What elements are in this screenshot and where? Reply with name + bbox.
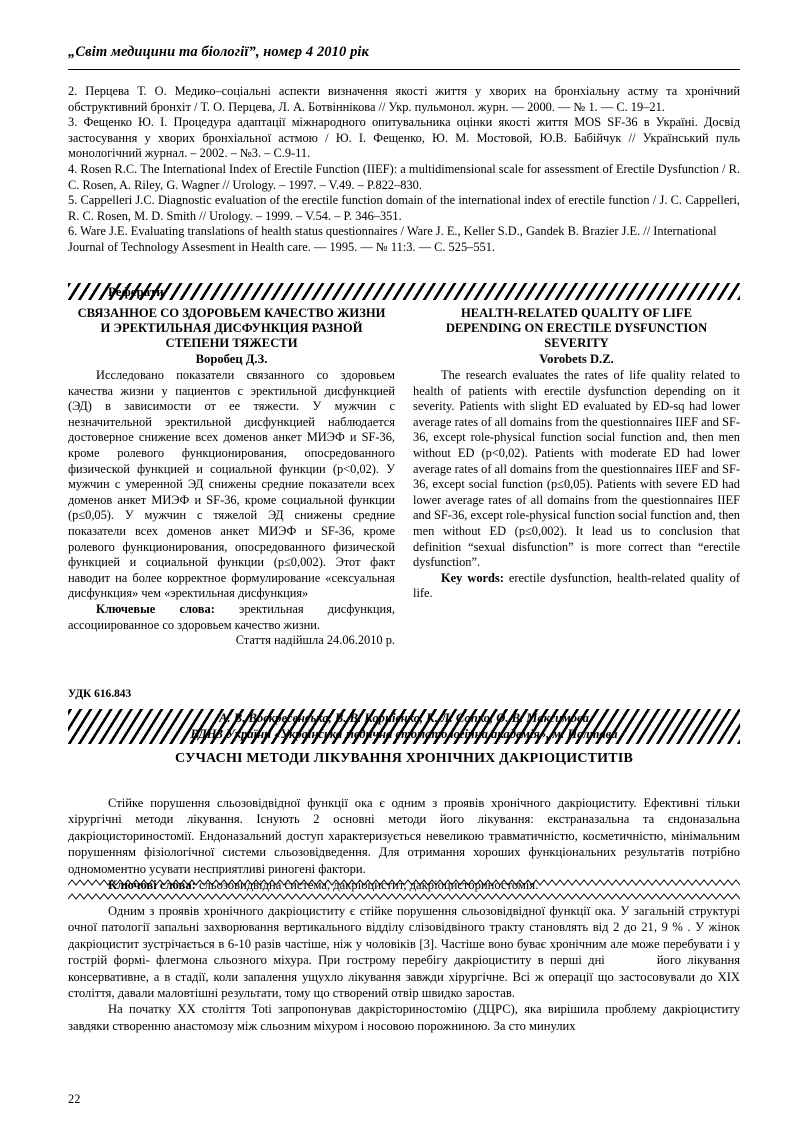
udc-code: УДК 616.843 <box>68 688 132 700</box>
article-paragraph-part: його лікування консервативне, а в стадії, коли запалення ущухло лікування завжди хірургічне. Всі ж операції що застосовували до XIX століття, давали маловтішні результати, тому що створений отвір швидко заростав. <box>68 953 740 1001</box>
article-main-text <box>68 903 740 1034</box>
page-number: 22 <box>68 1092 81 1106</box>
article-paragraph: На початку ХХ століття Toti запропонував дакрісториностомію (ДЦРС), яка вирішила проблему дакріоциститу завдяки створенню анастомозу між сльозним міхуром і носовою порожниною. За сто минулих <box>68 1002 740 1033</box>
abstract-keywords-label: Key words: <box>441 570 504 585</box>
reference-item: 2. Перцева Т. О. Медико–соціальні аспекти визначення якості життя у хворих на бронхіальну астму та хронічний обструктивний бронхіт / Т. О. Перцева, Л. А. Ботвіннікова // Укр. пульмонол. журн. — 2000. — № 1. — С. 19–21. <box>68 84 740 114</box>
abstract-keywords <box>68 602 395 633</box>
abstract-title-line: И ЭРЕКТИЛЬНАЯ ДИСФУНКЦИЯ РАЗНОЙ <box>100 321 363 336</box>
article-paragraph-part: Одним з проявів хронічного дакріоциститу є стійке порушення сльозовідвідної функції ока. У загальній структурі очної патології запальні захворювання вертикального відділу слізовідвіного тракту становлять від 2 до 21, 9 % . У жінок дакріоцистит зустрічається в 6-10 разів частіше, ніж у чоловіків [3]. Частіше воно буває хронічним але може перебувати і у гострій формі- флегмона сльозного міхура. При гострому перебігу дакріоциститу в перші дні <box>68 904 740 968</box>
article-summary: Стійке порушення сльозовідвідної функції ока є одним з проявів хронічного дакріоциститу. Ефективні тільки хірургічні методи лікування. Існують 2 основні методи його лікування: екстраназальна та єндоназальна дакріоцисториностомії. Ендоназальний доступ характеризується невеликою травматичністю, косметичністю, мінімальним порушенням фізіологічної системи сльозовідведення. Для отримання хороших функціональних результатів потрібно одномоментно усувати несприятливі риногені фактори. <box>68 796 740 876</box>
article-affiliation: ВДНЗ України «Українська медична стоматологічна академія», м. Полтава <box>190 727 618 741</box>
reference-item: 5. Cappelleri J.C. Diagnostic evaluation of the erectile function domain of the international index of erectile function / J. C. Cappelleri, R. C. Rosen, M. D. Smith // Urology. – 1999. – V.54. – P. 346–351. <box>68 193 740 223</box>
article-author-banner <box>68 709 740 744</box>
abstract-keywords-text: эректильная дисфункция, ассоциированное со здоровьем качество жизни. <box>68 601 395 632</box>
article-keywords-text: сльозовидвідна система, дакріоцистит, дакріоцисториностомія. <box>195 878 539 893</box>
running-header-title: „Світ медицини та біології”, номер 4 2010 рік <box>68 44 369 60</box>
submission-date: Стаття надійшла 24.06.2010 р. <box>235 633 395 648</box>
abstract-title-line: СТЕПЕНИ ТЯЖЕСТИ <box>165 336 298 351</box>
abstract-title-line: HEALTH-RELATED QUALITY OF LIFE <box>460 306 693 320</box>
reference-item: 6. Ware J.E. Evaluating translations of health status questionnaires / Ware J. E., Keller S.D., Gandek B. Brazier J.E. // International Journal of Technology Assesment in Health care. — 1995. — № 11:3. — C. 525–551. <box>68 224 717 254</box>
reference-item: 3. Фещенко Ю. І. Процедура адаптації міжнародного опитувальника оцінки якості життя MOS SF-36 в Україні. Досвід застосування у хворих бронхіальної астмою / Ю. І. Фещенко, Ю. М. Мостовой, Ю.В. Бабійчук // Український пуль монологічний журнал. – 2002. – №3. – С.9-11. <box>68 115 740 161</box>
article-authors: А. В. Воскресенська, В. В. Корнієнко, К. Л. Сопко, О. В. Максимова <box>219 711 589 725</box>
abstract-author: Vorobets D.Z. <box>539 351 614 366</box>
article-paragraph <box>68 903 740 1001</box>
running-header <box>68 44 740 61</box>
reference-list <box>68 84 740 256</box>
abstract-keywords-label: Ключевые слова: <box>96 601 215 616</box>
section-banner-label: Реферати <box>108 284 164 299</box>
abstract-title-line: DEPENDING ON ERECTILE DYSFUNCTION <box>445 321 708 336</box>
article-title: СУЧАСНІ МЕТОДИ ЛІКУВАННЯ ХРОНІЧНИХ ДАКРІОЦИСТИТІВ <box>174 751 634 766</box>
abstract-column-english <box>413 306 740 649</box>
abstract-keywords-text: erectile dysfunction, health-related quality of life. <box>413 570 740 601</box>
zigzag-separator-bottom <box>68 893 740 900</box>
abstract-title-line: СВЯЗАННОЕ СО ЗДОРОВЬЕМ КАЧЕСТВО ЖИЗНИ <box>77 306 386 320</box>
reference-item: 4. Rosen R.C. The International Index of Erectile Function (IIEF): a multidimensional scale for assessment of Erectile Dysfunction / R. C. Rosen, A. Riley, G. Wagner // Urology. – 1997. – V.49. – P.822–830. <box>68 161 740 192</box>
abstract-title-line: SEVERITY <box>544 336 609 351</box>
abstract-keywords <box>413 571 740 602</box>
abstract-column-russian <box>68 306 395 649</box>
abstract-columns <box>68 306 740 649</box>
header-divider-rule <box>68 69 740 70</box>
article-keywords-label: Ключові слова: <box>108 878 196 893</box>
section-banner-abstracts <box>68 283 740 300</box>
abstract-author: Воробец Д.З. <box>195 351 268 366</box>
abstract-body: Исследовано показатели связанного со здоровьем качества жизни у пациентов с эректильной дисфункцией (ЭД) в зависимости от ее тяжести. У мужчин с незначительной эректильной дисфункцией наблюдается достоверное снижение всех доменов анкет МИЭФ и SF-36, кроме ролевого функционирования, опосредованного физической функцией и социальной функции (р<0,02). У мужчин с умеренной ЭД снижены средние показатели всех доменов анкет МИЭФ и SF-36, кроме социальной функции (р≤0,05). У мужчин с тяжелой ЭД снижены средние показатели всех доменов анкет МИЭФ и SF-36, кроме ролевого функционирования, опосредованного физической функцией и социальной функции (р≤0,002). Этот факт наводит на более корректное формулирование «сексуальная дисфункция» чем «эректильная дисфункция» <box>68 368 395 601</box>
abstract-body: The research evaluates the rates of life quality related to health of patients with erectile dysfunction depending on it severity. Patients with slight ED evaluated by ED-sq had lower average rates of all domains from the questionnaires ІІЕF and SF-36, except role-physical function social function and, then men without ED (p<0,02). Patients with moderate ED had lower average rates of all domains from the questionnaires ІІЕF and SF-36, except social function (p≤0,05). Patients with severe ED had lower average rates of all domains from the questionnaires ІІЕF and SF-36, except role-physical function social function and, then men without ED (p≤0,002). It lead us to conclusion that definition “sexual disfunction” is more correct than “erectile dysfunction”. <box>413 368 740 570</box>
zigzag-separator-top <box>68 879 740 886</box>
